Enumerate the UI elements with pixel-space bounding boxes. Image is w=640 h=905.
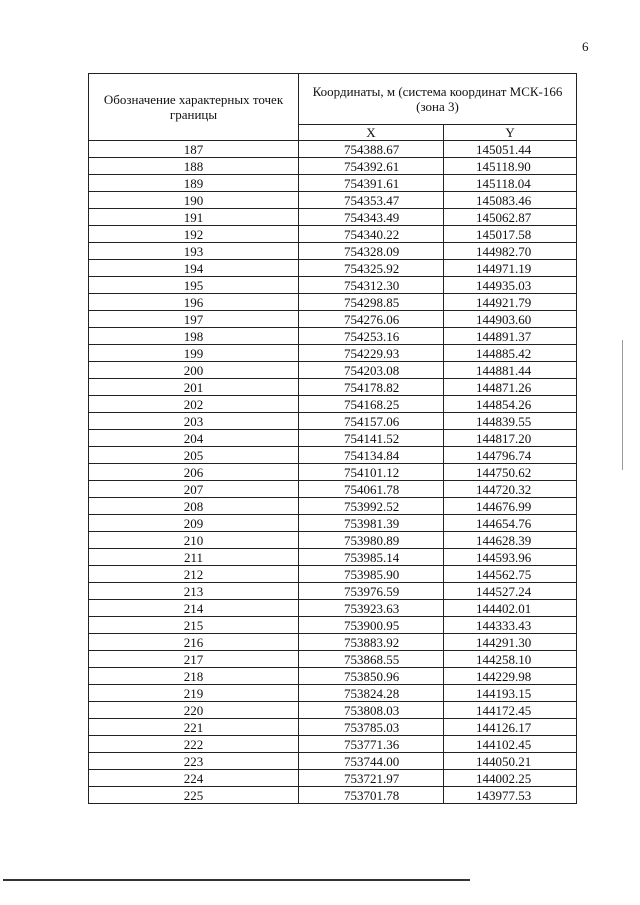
y-coordinate-value: 144854.26 [476, 396, 532, 412]
y-coordinate-cell [444, 294, 577, 311]
y-coordinate-cell [444, 464, 577, 481]
point-number-cell: 225 [89, 787, 299, 804]
x-coordinate-value: 754391.61 [344, 175, 400, 191]
point-number-cell: 189 [89, 175, 299, 192]
y-coordinate-cell [444, 651, 577, 668]
x-coordinate-cell [299, 413, 444, 430]
x-coordinate-cell [299, 583, 444, 600]
x-coordinate-cell [299, 226, 444, 243]
y-coordinate-cell [444, 736, 577, 753]
x-coordinate-cell [299, 685, 444, 702]
x-coordinate-value: 754203.08 [344, 362, 400, 378]
y-coordinate-cell [444, 702, 577, 719]
table-row [89, 277, 577, 294]
point-number-cell: 204 [89, 430, 299, 447]
y-coordinate-cell [444, 413, 577, 430]
y-coordinate-value: 144402.01 [476, 600, 532, 616]
x-coordinate-value: 754134.84 [344, 447, 400, 463]
x-coordinate-value: 753808.03 [344, 702, 400, 718]
table-row [89, 192, 577, 209]
x-coordinate-value: 754253.16 [344, 328, 400, 344]
point-number-cell: 210 [89, 532, 299, 549]
y-coordinate-value: 144903.60 [476, 311, 532, 327]
x-coordinate-cell [299, 668, 444, 685]
y-coordinate-cell [444, 583, 577, 600]
point-number-cell: 220 [89, 702, 299, 719]
point-number-cell: 190 [89, 192, 299, 209]
point-number-cell: 213 [89, 583, 299, 600]
x-coordinate-value: 753824.28 [344, 685, 400, 701]
table-row [89, 566, 577, 583]
y-coordinate-value: 144102.45 [476, 736, 532, 752]
y-coordinate-cell [444, 566, 577, 583]
x-coordinate-cell [299, 702, 444, 719]
y-coordinate-value: 144871.26 [476, 379, 532, 395]
x-coordinate-cell [299, 498, 444, 515]
y-coordinate-value: 145051.44 [476, 141, 532, 157]
y-coordinate-cell [444, 175, 577, 192]
x-coordinate-cell [299, 464, 444, 481]
y-coordinate-cell [444, 600, 577, 617]
point-number-cell: 196 [89, 294, 299, 311]
y-coordinate-value: 144676.99 [476, 498, 532, 514]
y-coordinate-value: 144291.30 [476, 634, 532, 650]
y-coordinate-cell [444, 617, 577, 634]
point-number-cell: 217 [89, 651, 299, 668]
table-row [89, 600, 577, 617]
x-coordinate-value: 753985.90 [344, 566, 400, 582]
y-coordinate-cell [444, 379, 577, 396]
x-coordinate-value: 753976.59 [344, 583, 400, 599]
x-coordinate-value: 753785.03 [344, 719, 400, 735]
table-row [89, 685, 577, 702]
x-coordinate-value: 753883.92 [344, 634, 400, 650]
y-coordinate-value: 144885.42 [476, 345, 532, 361]
table-row [89, 209, 577, 226]
table-body [89, 141, 577, 804]
table-row [89, 464, 577, 481]
y-coordinate-cell [444, 447, 577, 464]
header-coordinates: Координаты, м (система координат МСК-166 (зона 3) [299, 74, 577, 125]
x-coordinate-value: 753771.36 [344, 736, 400, 752]
x-coordinate-cell [299, 158, 444, 175]
x-coordinate-cell [299, 430, 444, 447]
table-row [89, 243, 577, 260]
x-coordinate-value: 754340.22 [344, 226, 400, 242]
x-coordinate-cell [299, 311, 444, 328]
point-number-cell: 211 [89, 549, 299, 566]
table-row [89, 345, 577, 362]
y-coordinate-value: 144921.79 [476, 294, 532, 310]
scan-margin-mark [622, 340, 623, 470]
table-row [89, 719, 577, 736]
x-coordinate-cell [299, 396, 444, 413]
table-row [89, 498, 577, 515]
table-row [89, 175, 577, 192]
x-coordinate-value: 754168.25 [344, 396, 400, 412]
point-number-cell: 187 [89, 141, 299, 158]
y-coordinate-value: 144593.96 [476, 549, 532, 565]
x-coordinate-value: 754141.52 [344, 430, 400, 446]
x-coordinate-cell [299, 515, 444, 532]
y-coordinate-cell [444, 753, 577, 770]
x-coordinate-cell [299, 787, 444, 804]
point-number-cell: 201 [89, 379, 299, 396]
x-coordinate-cell [299, 362, 444, 379]
x-coordinate-value: 753701.78 [344, 787, 400, 803]
y-coordinate-cell [444, 158, 577, 175]
table-row [89, 141, 577, 158]
x-coordinate-cell [299, 209, 444, 226]
y-coordinate-value: 144720.32 [476, 481, 532, 497]
header-x: X [299, 125, 444, 141]
point-number-cell: 195 [89, 277, 299, 294]
y-coordinate-value: 144750.62 [476, 464, 532, 480]
y-coordinate-cell [444, 719, 577, 736]
x-coordinate-value: 754388.67 [344, 141, 400, 157]
point-number-cell: 202 [89, 396, 299, 413]
y-coordinate-value: 144050.21 [476, 753, 532, 769]
table-row [89, 515, 577, 532]
point-number-cell: 197 [89, 311, 299, 328]
x-coordinate-cell [299, 447, 444, 464]
point-number-cell: 214 [89, 600, 299, 617]
table-row [89, 158, 577, 175]
x-coordinate-cell [299, 600, 444, 617]
x-coordinate-cell [299, 753, 444, 770]
y-coordinate-value: 145017.58 [476, 226, 532, 242]
x-coordinate-value: 754392.61 [344, 158, 400, 174]
x-coordinate-cell [299, 736, 444, 753]
y-coordinate-value: 144172.45 [476, 702, 532, 718]
point-number-cell: 216 [89, 634, 299, 651]
x-coordinate-cell [299, 141, 444, 158]
point-number-cell: 188 [89, 158, 299, 175]
point-number-cell: 207 [89, 481, 299, 498]
point-number-cell: 209 [89, 515, 299, 532]
x-coordinate-value: 753923.63 [344, 600, 400, 616]
y-coordinate-cell [444, 209, 577, 226]
y-coordinate-cell [444, 481, 577, 498]
y-coordinate-cell [444, 770, 577, 787]
y-coordinate-value: 144839.55 [476, 413, 532, 429]
y-coordinate-value: 144193.15 [476, 685, 532, 701]
x-coordinate-cell [299, 175, 444, 192]
point-number-cell: 215 [89, 617, 299, 634]
y-coordinate-value: 145062.87 [476, 209, 532, 225]
point-number-cell: 194 [89, 260, 299, 277]
x-coordinate-cell [299, 328, 444, 345]
x-coordinate-cell [299, 566, 444, 583]
x-coordinate-value: 754101.12 [344, 464, 400, 480]
y-coordinate-value: 144562.75 [476, 566, 532, 582]
x-coordinate-cell [299, 770, 444, 787]
y-coordinate-value: 144527.24 [476, 583, 532, 599]
table-header [89, 74, 577, 141]
x-coordinate-value: 754312.30 [344, 277, 400, 293]
table-row [89, 328, 577, 345]
table-row [89, 481, 577, 498]
x-coordinate-value: 753981.39 [344, 515, 400, 531]
y-coordinate-cell [444, 549, 577, 566]
table-row [89, 396, 577, 413]
x-coordinate-cell [299, 243, 444, 260]
table-row [89, 379, 577, 396]
y-coordinate-cell [444, 192, 577, 209]
x-coordinate-value: 754328.09 [344, 243, 400, 259]
x-coordinate-cell [299, 634, 444, 651]
point-number-cell: 222 [89, 736, 299, 753]
x-coordinate-cell [299, 617, 444, 634]
x-coordinate-value: 754325.92 [344, 260, 400, 276]
point-number-cell: 212 [89, 566, 299, 583]
table-row [89, 226, 577, 243]
x-coordinate-cell [299, 719, 444, 736]
y-coordinate-value: 144817.20 [476, 430, 532, 446]
point-number-cell: 219 [89, 685, 299, 702]
y-coordinate-cell [444, 311, 577, 328]
y-coordinate-value: 144971.19 [476, 260, 532, 276]
y-coordinate-value: 143977.53 [476, 787, 532, 803]
point-number-cell: 191 [89, 209, 299, 226]
y-coordinate-cell [444, 328, 577, 345]
y-coordinate-value: 144982.70 [476, 243, 532, 259]
header-point-designation: Обозначение характерных точек границы [89, 74, 299, 141]
point-number-cell: 205 [89, 447, 299, 464]
table-row [89, 753, 577, 770]
x-coordinate-value: 753868.55 [344, 651, 400, 667]
x-coordinate-value: 753992.52 [344, 498, 400, 514]
x-coordinate-cell [299, 192, 444, 209]
table-row [89, 770, 577, 787]
x-coordinate-value: 753850.96 [344, 668, 400, 684]
y-coordinate-cell [444, 396, 577, 413]
y-coordinate-value: 144002.25 [476, 770, 532, 786]
table-row [89, 311, 577, 328]
y-coordinate-cell [444, 362, 577, 379]
table-row [89, 532, 577, 549]
x-coordinate-value: 753985.14 [344, 549, 400, 565]
y-coordinate-cell [444, 260, 577, 277]
x-coordinate-value: 754157.06 [344, 413, 400, 429]
point-number-cell: 223 [89, 753, 299, 770]
point-number-cell: 208 [89, 498, 299, 515]
y-coordinate-value: 145118.04 [476, 175, 531, 191]
y-coordinate-value: 144229.98 [476, 668, 532, 684]
y-coordinate-cell [444, 787, 577, 804]
x-coordinate-value: 754061.78 [344, 481, 400, 497]
y-coordinate-value: 145083.46 [476, 192, 532, 208]
page-number: 6 [582, 39, 589, 54]
y-coordinate-value: 144881.44 [476, 362, 532, 378]
y-coordinate-value: 145118.90 [476, 158, 531, 174]
point-number-cell: 218 [89, 668, 299, 685]
table-row [89, 668, 577, 685]
footer-rule [3, 879, 470, 881]
table-row [89, 294, 577, 311]
table-row [89, 634, 577, 651]
y-coordinate-cell [444, 515, 577, 532]
y-coordinate-cell [444, 243, 577, 260]
x-coordinate-cell [299, 294, 444, 311]
y-coordinate-cell [444, 498, 577, 515]
table-row [89, 430, 577, 447]
x-coordinate-value: 754353.47 [344, 192, 400, 208]
coordinates-table [88, 73, 577, 804]
point-number-cell: 200 [89, 362, 299, 379]
y-coordinate-cell [444, 226, 577, 243]
point-number-cell: 192 [89, 226, 299, 243]
x-coordinate-value: 753744.00 [344, 753, 400, 769]
y-coordinate-cell [444, 532, 577, 549]
table-row [89, 651, 577, 668]
table-row [89, 736, 577, 753]
point-number-cell: 221 [89, 719, 299, 736]
y-coordinate-value: 144935.03 [476, 277, 532, 293]
y-coordinate-cell [444, 668, 577, 685]
point-number-cell: 193 [89, 243, 299, 260]
point-number-cell: 199 [89, 345, 299, 362]
x-coordinate-cell [299, 481, 444, 498]
x-coordinate-value: 754343.49 [344, 209, 400, 225]
x-coordinate-value: 754276.06 [344, 311, 400, 327]
x-coordinate-value: 754298.85 [344, 294, 400, 310]
table-row [89, 583, 577, 600]
x-coordinate-cell [299, 651, 444, 668]
x-coordinate-cell [299, 277, 444, 294]
table-row [89, 702, 577, 719]
x-coordinate-cell [299, 379, 444, 396]
x-coordinate-cell [299, 345, 444, 362]
y-coordinate-cell [444, 277, 577, 294]
y-coordinate-value: 144258.10 [476, 651, 532, 667]
y-coordinate-value: 144628.39 [476, 532, 532, 548]
y-coordinate-cell [444, 430, 577, 447]
point-number-cell: 224 [89, 770, 299, 787]
table-row [89, 413, 577, 430]
y-coordinate-value: 144333.43 [476, 617, 532, 633]
table-row [89, 787, 577, 804]
table-row [89, 362, 577, 379]
y-coordinate-cell [444, 345, 577, 362]
table-row [89, 260, 577, 277]
y-coordinate-cell [444, 634, 577, 651]
x-coordinate-value: 753980.89 [344, 532, 400, 548]
x-coordinate-cell [299, 549, 444, 566]
y-coordinate-value: 144126.17 [476, 719, 532, 735]
table-row [89, 447, 577, 464]
x-coordinate-value: 753721.97 [344, 770, 400, 786]
table-row [89, 617, 577, 634]
y-coordinate-cell [444, 141, 577, 158]
table-row [89, 549, 577, 566]
y-coordinate-value: 144654.76 [476, 515, 532, 531]
point-number-cell: 206 [89, 464, 299, 481]
x-coordinate-value: 754178.82 [344, 379, 400, 395]
x-coordinate-cell [299, 532, 444, 549]
x-coordinate-value: 754229.93 [344, 345, 400, 361]
x-coordinate-cell [299, 260, 444, 277]
x-coordinate-value: 753900.95 [344, 617, 400, 633]
y-coordinate-cell [444, 685, 577, 702]
point-number-cell: 203 [89, 413, 299, 430]
header-y: Y [444, 125, 577, 141]
y-coordinate-value: 144796.74 [476, 447, 532, 463]
y-coordinate-value: 144891.37 [476, 328, 532, 344]
point-number-cell: 198 [89, 328, 299, 345]
